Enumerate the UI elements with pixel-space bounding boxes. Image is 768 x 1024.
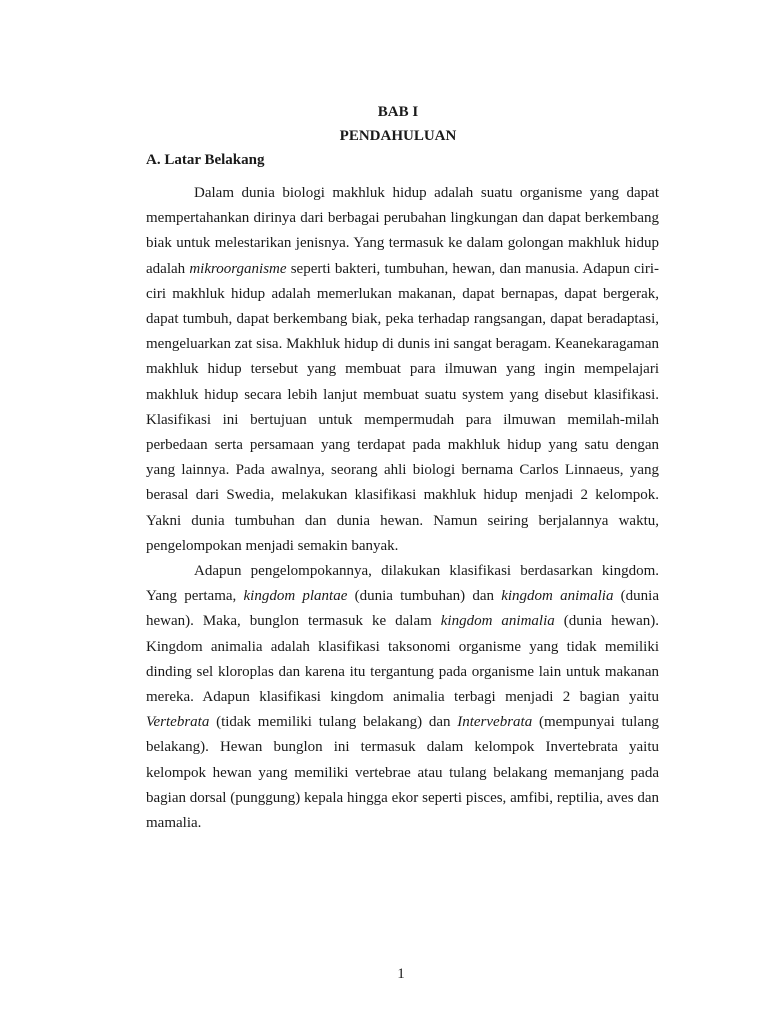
body-text bbox=[146, 181, 659, 836]
text-run: Dalam dunia biologi makhluk hidup adalah suatu organisme yang dapat mempertahankan dirinya dari berbagai perubahan lingkungan dan dapat berkembang biak untuk melestarikan jenisnya. Yang termasuk ke dalam golongan makhluk hidup adalah bbox=[146, 185, 659, 277]
chapter-number: BAB I bbox=[377, 104, 419, 120]
italic-term: Intervebrata bbox=[457, 714, 533, 731]
text-run: (dunia hewan). Maka, bunglon termasuk ke dalam bbox=[146, 588, 659, 630]
text-run: (dunia tumbuhan) dan bbox=[347, 588, 502, 605]
italic-term: mikroorganisme bbox=[189, 260, 287, 277]
text-run: seperti bakteri, tumbuhan, hewan, dan manusia. Adapun ciri-ciri makhluk hidup adalah memerlukan makanan, dapat bernapas, dapat bergerak, dapat tumbuh, dapat berkembang biak, peka terhadap rangsangan, dapat beradaptasi, mengeluarkan zat sisa. Makhluk hidup di dunis ini sangat beragam. Keanekaragaman makhluk hidup tersebut yang membuat para ilmuwan yang ingin mempelajari makhluk hidup secara lebih lanjut membuat suatu system yang disebut klasifikasi. Klasifikasi ini bertujuan untuk mempermudah para ilmuwan memilah-milah perbedaan serta persamaan yang terdapat pada makhluk hidup yang satu dengan yang lainnya. Pada awalnya, seorang ahli biologi bernama Carlos Linnaeus, yang berasal dari Swedia, melakukan klasifikasi makhluk hidup menjadi 2 kelompok. Yakni dunia tumbuhan dan dunia hewan. Namun seiring berjalannya waktu, pengelompokan menjadi semakin banyak. bbox=[146, 260, 660, 554]
italic-term: kingdom plantae bbox=[243, 588, 348, 605]
italic-term: Vertebrata bbox=[146, 714, 210, 731]
italic-term: kingdom animalia bbox=[501, 588, 614, 605]
paragraph-2 bbox=[146, 559, 659, 836]
text-run: Adapun pengelompokannya, dilakukan klasifikasi berdasarkan kingdom. Yang pertama, bbox=[146, 563, 659, 605]
italic-term: kingdom animalia bbox=[440, 613, 555, 630]
text-run: (mempunyai tulang belakang). Hewan bunglon ini termasuk dalam kelompok Invertebrata yaitu kelompok hewan yang memiliki vertebrae atau tulang belakang memanjang pada bagian dorsal (punggung) kepala hingga ekor seperti pisces, amfibi, reptilia, aves dan mamalia. bbox=[146, 714, 659, 832]
text-run: (tidak memiliki tulang belakang) dan bbox=[209, 714, 458, 731]
section-heading: A. Latar Belakang bbox=[146, 152, 265, 168]
chapter-title: PENDAHULUAN bbox=[339, 128, 457, 144]
paragraph-1 bbox=[146, 181, 659, 559]
page-number: 1 bbox=[397, 966, 405, 982]
text-run: (dunia hewan). Kingdom animalia adalah klasifikasi taksonomi organisme yang tidak memiliki dinding sel kloroplas dan karena itu tergantung pada organisme lain untuk makanan mereka. Adapun klasifikasi kingdom animalia terbagi menjadi 2 bagian yaitu bbox=[146, 613, 659, 706]
